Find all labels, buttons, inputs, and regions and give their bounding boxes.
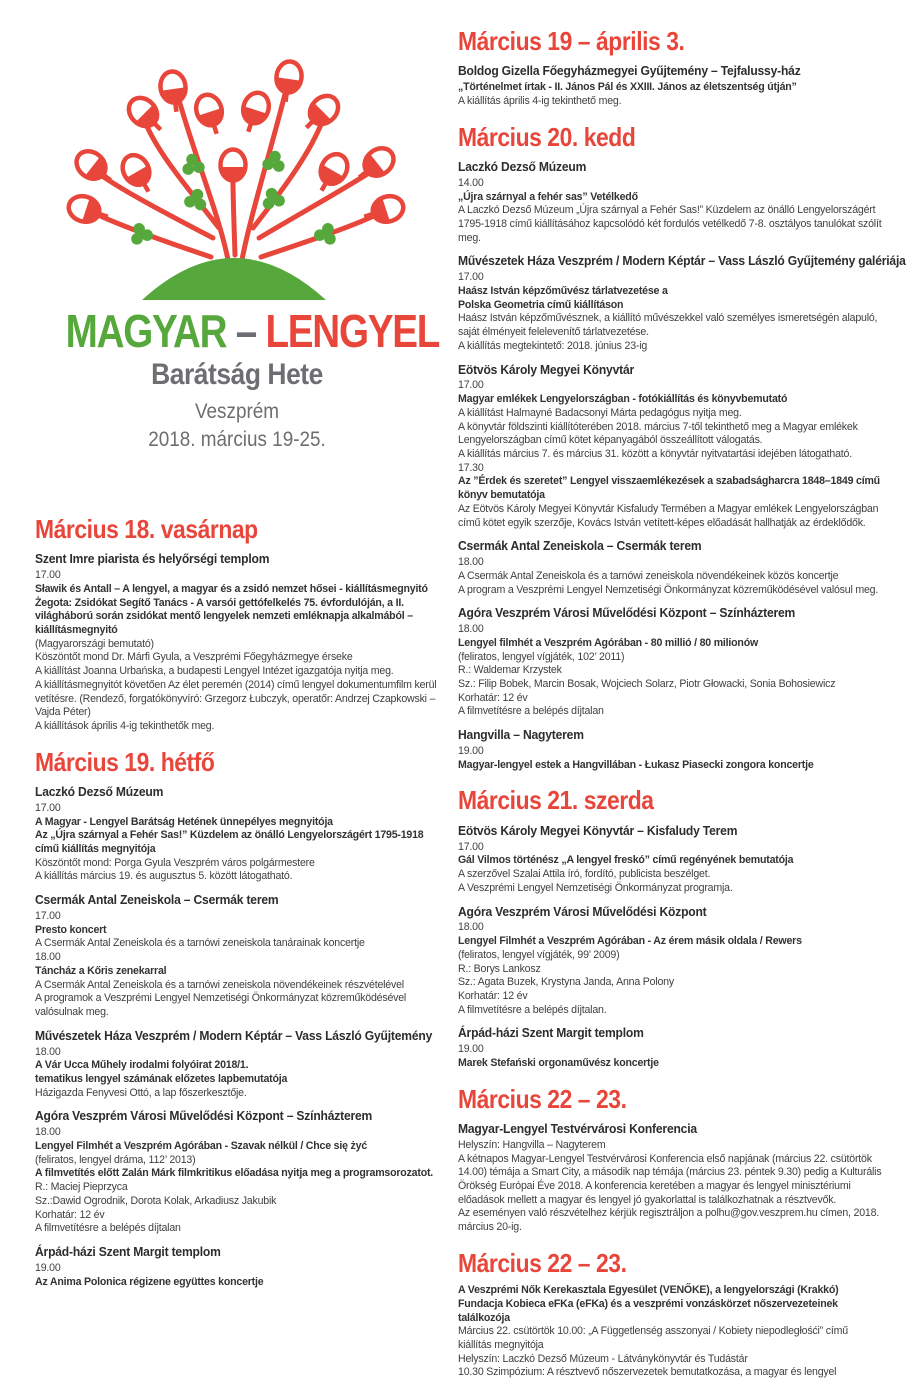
- program-column-right: [458, 26, 906, 1380]
- event-detail-line: 18.00: [458, 623, 484, 636]
- event-detail-line: Helyszín: Hangvilla – Nagyterem: [458, 1138, 606, 1151]
- venue-name: Árpád-házi Szent Margit templom: [35, 1244, 221, 1259]
- event-block: [458, 824, 884, 896]
- event-detail-line: Korhatár: 12 év: [458, 989, 528, 1002]
- event-detail-line: Haász István képzőművésznek, a kiállító művészekkel való személyes ismeretségén alapuló, saját élményeit felelevenítő tárlatvezetése.: [458, 312, 878, 339]
- event-detail-line: Helyszín: Laczkó Dezső Múzeum - Látványkönyvtár és Tudástár: [458, 1352, 748, 1365]
- event-title-line: Az „Újra szárnyal a Fehér Sas!” Küzdelem az önálló Lengyelországért 1795-1918 című kiállítás megnyitója: [35, 829, 424, 856]
- venue-name: Szent Imre piarista és helyőrségi templom: [35, 551, 270, 567]
- event-detail-line: 19.00: [35, 1261, 61, 1274]
- venue-name: Laczkó Dezső Múzeum: [458, 158, 587, 174]
- event-title-line: Magyar emlékek Lengyelországban - fotókiállítás és könyvbemutató: [458, 393, 788, 406]
- event-title-line: Az Anima Polonica régizene együttes koncertje: [35, 1275, 264, 1288]
- event-detail-line: 17.00: [35, 569, 61, 582]
- event-detail-line: A Csermák Antal Zeneiskola és a tarnówi zeneiskola növendékeinek közös koncertje: [458, 569, 839, 582]
- event-detail-line: Köszöntőt mond: Porga Gyula Veszprém város polgármestere: [35, 856, 315, 869]
- day-heading: Március 21. szerda: [458, 785, 654, 816]
- event-detail-line: 18.00: [458, 921, 484, 934]
- event-block: [458, 253, 906, 353]
- event-detail-line: A kiállítást Joanna Urbańska, a budapesti Lengyel Intézet igazgatója nyitja meg.: [35, 665, 394, 678]
- event-detail-line: (feliratos, lengyel dráma, 112’ 2013): [35, 1153, 196, 1166]
- event-title-line: Táncház a Kőris zenekarral: [35, 964, 167, 977]
- logo-title-lengyel: LENGYEL: [265, 305, 440, 357]
- event-detail-line: Sz.: Filip Bobek, Marcin Bosak, Wojciech Solarz, Piotr Głowacki, Sonia Bohosiewicz: [458, 678, 836, 691]
- venue-name: Agóra Veszprém Városi Művelődési Központ: [458, 903, 707, 919]
- event-title-line: Żegota: Zsidókat Segítő Tanács - A varsói gettófelkelés 75. évfordulóján, a II. világháború során zsidókat mentő lengyelek nemzeti emléknapja alkalmából – kiállításmegnyitó: [35, 596, 413, 637]
- green-hill: [142, 258, 326, 300]
- venue-name: Magyar-Lengyel Testvérvárosi Konferencia: [458, 1121, 697, 1137]
- event-detail-line: (feliratos, lengyel vígjáték, 99’ 2009): [458, 948, 620, 961]
- program-day-section: [458, 787, 884, 1070]
- logo-title-dash: –: [226, 305, 266, 357]
- venue-name: Árpád-házi Szent Margit templom: [458, 1025, 644, 1041]
- event-block: [35, 1029, 449, 1101]
- venue-name: Agóra Veszprém Városi Művelődési Központ – Színházterem: [35, 1108, 373, 1124]
- event-detail-line: 17.00: [458, 271, 484, 284]
- event-block: [35, 785, 449, 884]
- event-detail-line: 18.00: [458, 556, 484, 569]
- event-detail-line: 18.00: [35, 1126, 61, 1139]
- event-detail-line: A Veszprémi Lengyel Nemzetiségi Önkormányzat programja.: [458, 881, 733, 894]
- program-day-section: [458, 121, 906, 773]
- event-detail-line: A Csermák Antal Zeneiskola és a tarnówi zeneiskola tanárainak koncertje: [35, 937, 365, 950]
- venue-name: Csermák Antal Zeneiskola – Csermák terem: [35, 892, 279, 908]
- event-title-line: Magyar-lengyel estek a Hangvillában - Łukasz Piasecki zongora koncertje: [458, 758, 814, 771]
- event-detail-line: 17.00: [35, 801, 61, 814]
- event-detail-line: (feliratos, lengyel vígjáték, 102’ 2011): [458, 650, 625, 663]
- event-block: [35, 1109, 449, 1236]
- event-detail-line: (Magyarországi bemutató): [35, 637, 154, 650]
- event-detail-line: A kiállítás március 19. és augusztus 5. között látogatható.: [35, 870, 293, 883]
- logo-subtitle: Barátság Hete: [151, 358, 323, 391]
- program-day-section: [458, 28, 884, 109]
- event-detail-line: 18.00: [35, 951, 61, 964]
- venue-name: Eötvös Károly Megyei Könyvtár: [458, 361, 635, 377]
- event-block: [458, 1026, 884, 1070]
- event-detail-line: R.: Borys Lankosz: [458, 962, 541, 975]
- event-detail-line: A kiállítás megtekintető: 2018. június 23-ig: [458, 339, 648, 352]
- logo-title-magyar: MAGYAR: [65, 305, 227, 357]
- event-detail-line: A Laczkó Dezső Múzeum „Újra szárnyal a Fehér Sas!” Küzdelem az önálló Lengyelországért 1795-1918 című kiállításához kapcsolódó két fordulós vetélkedő 7-8. osztályos tanulókat szólít meg.: [458, 204, 882, 244]
- event-title-line: A Veszprémi Nők Kerekasztala Egyesület (VENŐKE), a lengyelországi (Krakkó) Fundacja Kobieca eFKa (eFKa) és a veszprémi vonzáskörzet nőszervezeteinek találkozója: [458, 1284, 839, 1324]
- venue-name: Művészetek Háza Veszprém / Modern Képtár – Vass László Gyűjtemény: [35, 1027, 433, 1043]
- event-block: [35, 893, 449, 1020]
- event-detail-line: A program a Veszprémi Lengyel Nemzetiségi Önkormányzat közreműködésével valósul meg.: [458, 583, 879, 596]
- event-title-line: Az ”Érdek és szeretet” Lengyel visszaemlékezések a szabadságharcra 1848–1849 című könyv bemutatója: [458, 475, 880, 502]
- event-detail-line: A kiállítás március 7. és március 31. között a könyvtár nyitvatartási idejében látogatható.: [458, 448, 852, 460]
- venue-name: Csermák Antal Zeneiskola – Csermák terem: [458, 538, 702, 554]
- event-block: [458, 1284, 884, 1380]
- venue-name: Boldog Gizella Főegyházmegyei Gyűjtemény – Tejfalussy-ház: [458, 63, 801, 79]
- event-block: [458, 363, 884, 531]
- event-detail-line: 17.00: [35, 910, 61, 923]
- event-detail-line: 19.00: [458, 745, 484, 758]
- program-column-left: [35, 516, 449, 1289]
- day-heading: Március 22 – 23.: [458, 1247, 627, 1278]
- venue-name: Hangvilla – Nagyterem: [458, 727, 584, 743]
- day-heading: Március 19. hétfő: [35, 746, 215, 777]
- event-detail-line: Sz.:Dawid Ogrodnik, Dorota Kolak, Arkadiusz Jakubik: [35, 1194, 277, 1207]
- event-detail-line: A filmvetítésre a belépés díjtalan.: [458, 1003, 607, 1016]
- event-detail-line: A filmvetítésre a belépés díjtalan: [458, 705, 604, 718]
- event-title-line: Lengyel Filmhét a Veszprém Agórában - Az érem másik oldala / Rewers: [458, 935, 802, 948]
- event-detail-line: A kiállítások április 4-ig tekinthetők meg.: [35, 719, 215, 732]
- event-detail-line: 17.30: [458, 461, 484, 474]
- event-detail-line: A filmvetítésre a belépés díjtalan: [35, 1222, 181, 1235]
- event-detail-line: A programok a Veszprémi Lengyel Nemzetiségi Önkormányzat közreműködésével valósulnak meg.: [35, 992, 407, 1018]
- event-block: [458, 606, 884, 719]
- event-detail-line: R.: Waldemar Krzystek: [458, 664, 562, 677]
- event-title-line: „Történelmet írtak - II. János Pál és XXIII. János az életszentség útján”: [458, 81, 797, 94]
- event-detail-line: A könyvtár földszinti kiállítóterében 2018. március 7-től tekinthető meg a Magyar emlékek Lengyelországban című kötet képanyagából összeállított válogatás.: [458, 420, 858, 447]
- program-day-section: [458, 1247, 884, 1380]
- event-detail-line: A kétnapos Magyar-Lengyel Testvérvárosi Konferencia első napjának (március 22. csütörtök 14.00) témája a Smart City, a második nap témája (március 23. péntek 9.30) pedig a Kulturális Örökség Európai Éve 2018. A konferencia keretében a magyar és lengyel minisztériumi előadások mellett a magyar és lengyel jó gyakorlattal is találkozhatnak a résztvevők.: [458, 1152, 882, 1206]
- event-detail-line: A kiállítást Halmayné Badacsonyi Márta pedagógus nyitja meg.: [458, 406, 742, 419]
- event-block: [458, 539, 884, 597]
- program-day-section: [35, 746, 449, 1290]
- event-title-line: Polska Geometria című kiállításon: [458, 298, 624, 311]
- event-detail-line: 19.00: [458, 1043, 484, 1056]
- event-block: [458, 160, 884, 245]
- event-detail-line: Korhatár: 12 év: [35, 1208, 105, 1221]
- event-detail-line: 18.00: [35, 1045, 61, 1058]
- logo-city: Veszprém: [194, 399, 280, 423]
- logo-tree-illustration: [41, 52, 433, 304]
- event-block: [458, 64, 884, 108]
- event-block: [458, 728, 884, 772]
- event-title-line: Haász István képzőművész tárlatvezetése a: [458, 285, 668, 298]
- venue-name: Laczkó Dezső Múzeum: [35, 783, 164, 799]
- program-day-section: [458, 1083, 884, 1235]
- event-detail-line: Az Eötvös Károly Megyei Könyvtár Kisfaludy Termében a Magyar emlékek Lengyelországban című kötet egyik szerzője, Kovács István vetített-képes előadását hallhatják az érdeklődők.: [458, 502, 879, 529]
- event-title-line: „Újra szárnyal a fehér sas” Vetélkedő: [458, 190, 638, 203]
- event-detail-line: 17.00: [458, 379, 484, 392]
- event-detail-line: Az eseményen való részvételhez kérjük regisztráljon a polhu@gov.veszprem.hu címen, 2018. március 20-ig.: [458, 1207, 880, 1234]
- event-block: [35, 1245, 449, 1289]
- event-detail-line: Március 22. csütörtök 10.00: „A Függetlenség asszonyai / Kobiety niepodległośći” című kiállítás megnyitója: [458, 1325, 848, 1351]
- program-day-section: [35, 516, 449, 734]
- event-block: [458, 1122, 884, 1235]
- event-detail-line: Köszöntőt mond Dr. Márfi Gyula, a Veszprémi Főegyházmegye érseke: [35, 651, 353, 664]
- event-detail-line: 17.00: [458, 840, 484, 853]
- venue-name: Eötvös Károly Megyei Könyvtár – Kisfaludy Terem: [458, 822, 738, 838]
- day-heading: Március 22 – 23.: [458, 1083, 627, 1114]
- day-heading: Március 20. kedd: [458, 121, 636, 152]
- event-detail-line: 14.00: [458, 176, 484, 189]
- logo-title: [65, 305, 440, 357]
- venue-name: Művészetek Háza Veszprém / Modern Képtár – Vass László Gyűjtemény galériája: [458, 253, 906, 269]
- event-detail-line: A szerzővel Szalai Attila író, fordító, publicista beszélget.: [458, 868, 711, 881]
- day-heading: Március 19 – április 3.: [458, 26, 685, 56]
- event-title-line: Gál Vilmos történész „A lengyel freskó” című regényének bemutatója: [458, 854, 794, 867]
- event-detail-line: Korhatár: 12 év: [458, 691, 528, 704]
- event-detail-line: A kiállítás április 4-ig tekinthető meg.: [458, 94, 622, 107]
- event-detail-line: 10.30 Szimpózium: A résztvevő nőszervezetek bemutatkozása, a magyar és lengyel: [458, 1366, 837, 1379]
- day-heading: Március 18. vasárnap: [35, 514, 258, 544]
- event-detail-line: Sz.: Agata Buzek, Krystyna Janda, Anna Polony: [458, 976, 674, 989]
- event-title-line: A filmvetítés előtt Zalán Márk filmkritikus előadása nyitja meg a programsorozatot.: [35, 1167, 434, 1180]
- event-title-line: tematikus lengyel számának előzetes lapbemutatója: [35, 1073, 288, 1086]
- event-title-line: A Vár Ucca Műhely irodalmi folyóirat 2018/1.: [35, 1059, 249, 1072]
- event-title-line: Presto koncert: [35, 923, 107, 936]
- event-detail-line: Házigazda Fenyvesi Ottó, a lap főszerkesztője.: [35, 1086, 247, 1099]
- logo-date-range: 2018. március 19-25.: [148, 427, 326, 451]
- event-title-line: Lengyel Filmhét a Veszprém Agórában - Szavak nélkül / Chce się żyć: [35, 1140, 368, 1153]
- event-block: [35, 552, 449, 733]
- event-title-line: Lengyel filmhét a Veszprém Agórában - 80 millió / 80 milionów: [458, 636, 758, 649]
- event-title-line: Marek Stefański orgonaművész koncertje: [458, 1057, 659, 1070]
- event-title-line: A Magyar - Lengyel Barátság Hetének ünnepélyes megnyitója: [35, 815, 333, 828]
- event-block: [458, 905, 884, 1018]
- event-title-line: Sławik és Antall – A lengyel, a magyar és a zsidó nemzet hősei - kiállításmegnyitó: [35, 582, 428, 595]
- event-logo: [33, 52, 441, 451]
- event-detail-line: R.: Maciej Pieprzyca: [35, 1181, 128, 1194]
- venue-name: Agóra Veszprém Városi Művelődési Központ – Színházterem: [458, 605, 796, 621]
- event-detail-line: A kiállításmegnyitót követően Az élet peremén (2014) című lengyel dokumentumfilm kerül vetítésre. (Rendező, forgatókönyvíró: Grzegorz Łubczyk, operatőr: Andrzej Czapkowski – Vajda Péter): [35, 678, 437, 719]
- event-detail-line: A Csermák Antal Zeneiskola és a tarnówi zeneiskola növendékeinek részvételével: [35, 978, 404, 991]
